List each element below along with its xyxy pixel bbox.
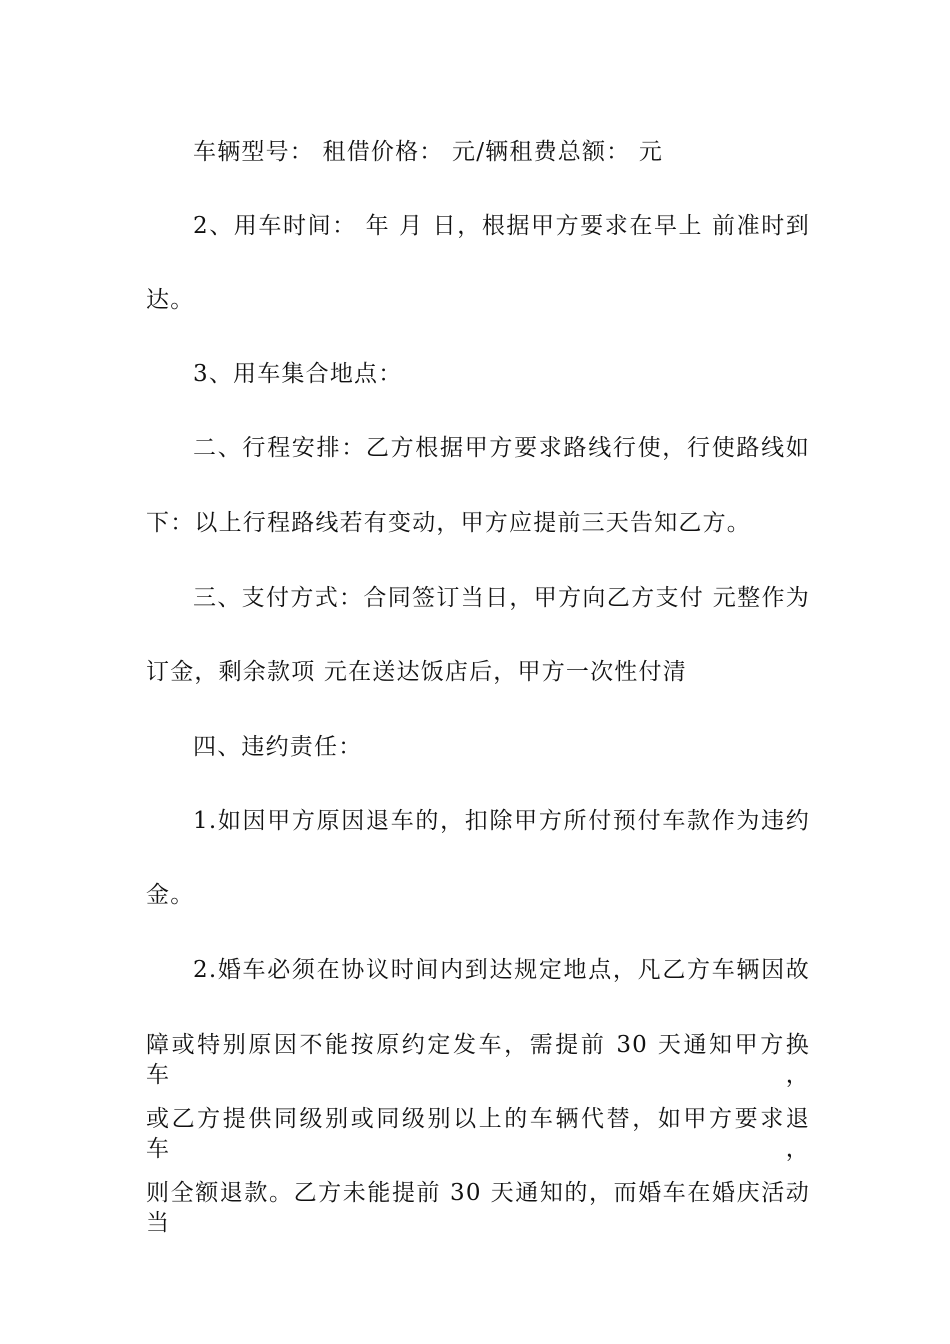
line-breach-1: 1.如因甲方原因退车的，扣除甲方所付预付车款作为违约 <box>193 808 810 834</box>
line-vehicle-model: 车辆型号： 租借价格： 元/辆租费总额： 元 <box>193 139 664 165</box>
line-payment: 三、支付方式：合同签订当日，甲方向乙方支付 元整作为 <box>193 585 810 611</box>
line-itinerary-cont: 下：以上行程路线若有变动，甲方应提前三天告知乙方。 <box>146 510 751 536</box>
line-itinerary: 二、行程安排：乙方根据甲方要求路线行使，行使路线如 <box>193 435 810 461</box>
line-breach-heading: 四、违约责任： <box>193 734 363 760</box>
line-breach-2-cont-3: 则全额退款。乙方未能提前 30 天通知的，而婚车在婚庆活动当 <box>146 1180 810 1236</box>
line-breach-2: 2.婚车必须在协议时间内到达规定地点，凡乙方车辆因故 <box>193 957 810 983</box>
line-breach-2-cont-2: 或乙方提供同级别或同级别以上的车辆代替，如甲方要求退车， <box>146 1106 810 1162</box>
line-usage-time-cont: 达。 <box>146 287 195 313</box>
line-payment-cont: 订金，剩余款项 元在送达饭店后，甲方一次性付清 <box>146 659 687 685</box>
line-usage-time: 2、用车时间： 年 月 日，根据甲方要求在早上 前准时到 <box>193 213 810 239</box>
line-breach-1-cont: 金。 <box>146 882 195 908</box>
line-meeting-place: 3、用车集合地点： <box>193 361 403 387</box>
line-breach-2-cont-1: 障或特别原因不能按原约定发车，需提前 30 天通知甲方换车， <box>146 1032 810 1088</box>
